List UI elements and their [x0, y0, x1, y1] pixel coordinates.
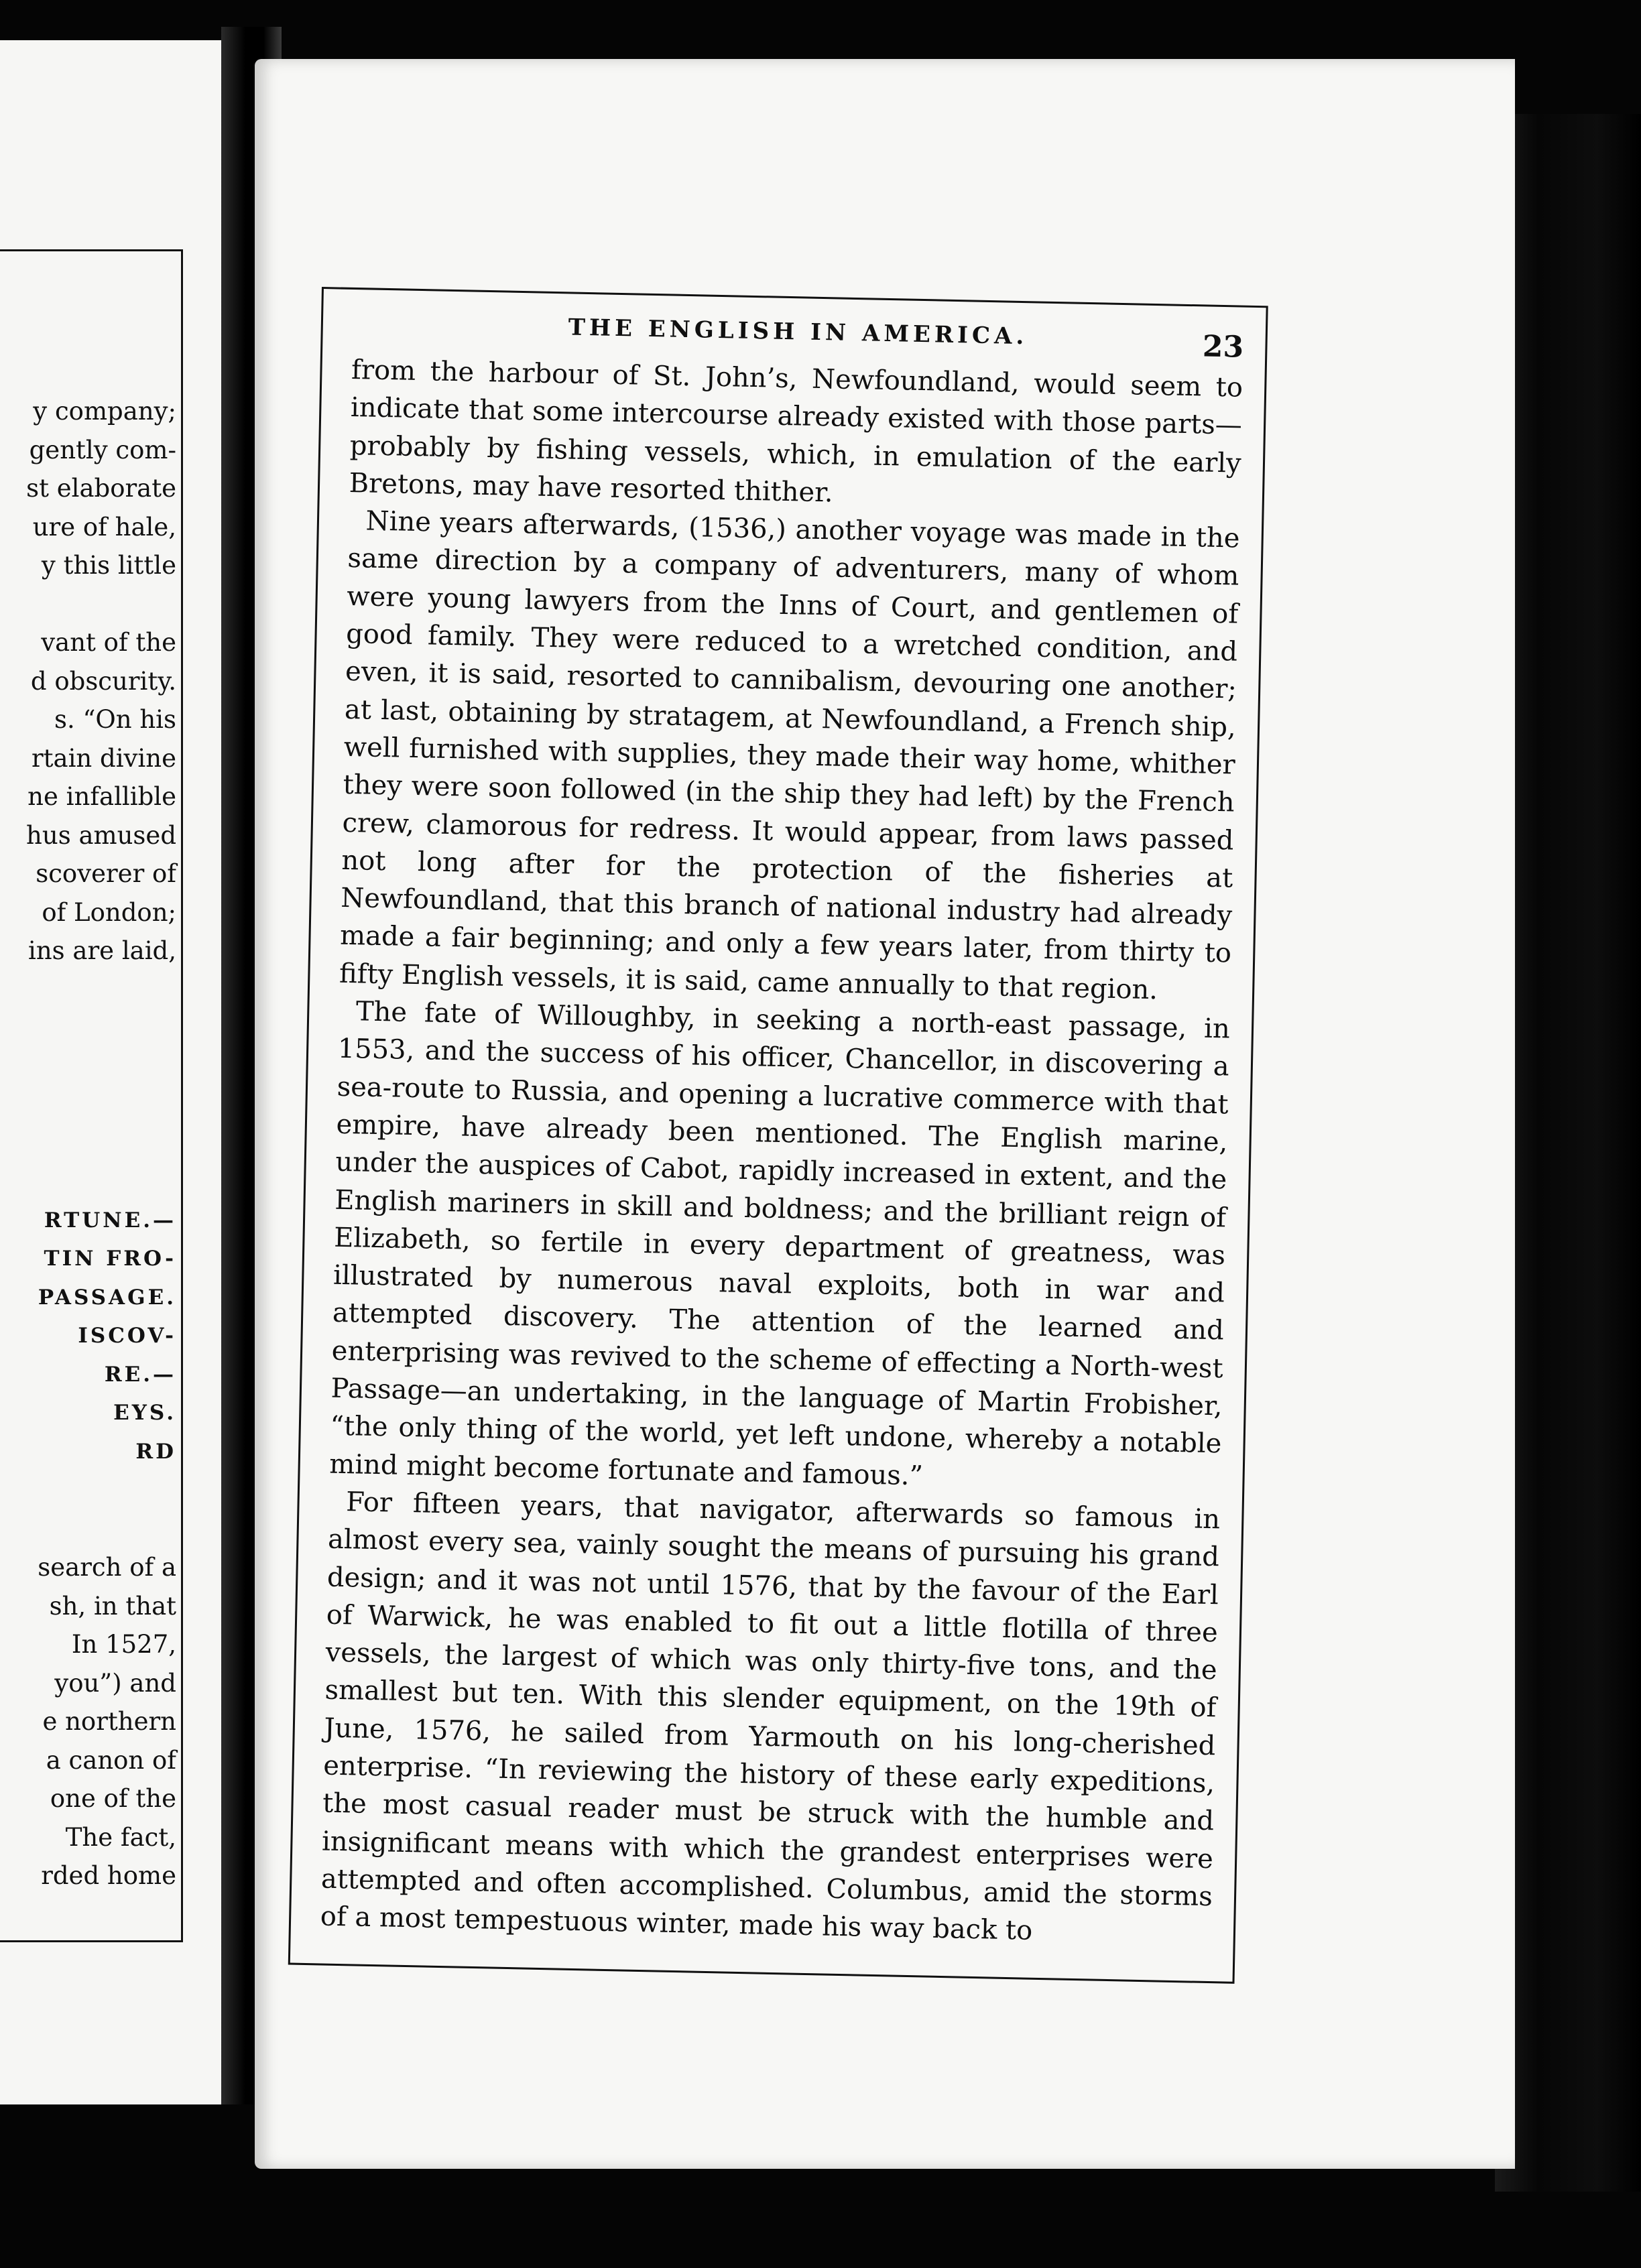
previous-page-line: In 1527,	[71, 1630, 176, 1659]
previous-page-line: hus amused	[26, 820, 176, 850]
previous-page-line: d obscurity.	[30, 666, 176, 696]
previous-page-line: st elaborate	[26, 474, 176, 503]
previous-page-line: ins are laid,	[28, 936, 176, 965]
previous-page-line: search of a	[38, 1553, 176, 1582]
previous-page-line: y company;	[33, 397, 176, 426]
previous-page-line: TIN FRO-	[44, 1247, 176, 1271]
previous-page-line: of London;	[42, 897, 176, 927]
previous-page-line: scoverer of	[36, 859, 176, 888]
paragraph-frobisher: For fifteen years, that navigator, afterwards so famous in almost every sea, vainly sought the means of pursuing his grand design; and it was not until 1576, that by the favour of the Earl of Warwick, he was enabled to fit out a little flotilla of three vessels, the largest of which was only thirty-five tons, and the smallest but ten. With this slender equipment, on the 19th of June, 1576, he sailed from Yarmouth on his long-cherished enterprise. “In reviewing the history of these early expeditions, the most casual reader must be struck with the humble and insignificant means with which the grandest enterprises were attempted and often accomplished. Columbus, amid the storms of a most tempestuous winter, made his way back to	[320, 1487, 1221, 1947]
paragraph-1536-voyage: Nine years afterwards, (1536,) another voyage was made in the same direction by a company of adventurers, many of whom were young lawyers from the Inns of Court, and gentlemen of good family. They were reduced to a wretched condition, and even, it is said, resorted to cannibalism, devouring one another; at last, obtaining by stratagem, at Newfoundland, a French ship, well furnished with supplies, they made their way home, whither they were soon followed (in the ship they had left) by the French crew, clamorous for redress. It would appear, from laws passed not long after for the protection of the fisheries at Newfoundland, that this branch of national industry had already made a fair beginning; and only a few years later, from thirty to fifty English vessels, it is said, came annually to that region.	[339, 505, 1240, 1006]
paragraph-continued: from the harbour of St. John’s, Newfoundland, would seem to indicate that some intercourse already existed with those parts—probably by fishing vessels, which, in emulation of the early Bretons, may have resorted thither.	[349, 354, 1243, 509]
previous-page-line: s. “On his	[54, 705, 176, 734]
previous-page-line: ure of hale,	[32, 512, 176, 542]
previous-page-line: y this little	[41, 551, 176, 580]
page-number: 23	[1202, 329, 1244, 365]
previous-page-line: RD	[135, 1439, 176, 1464]
previous-page	[0, 40, 231, 2104]
previous-page-line: RE.—	[104, 1362, 176, 1387]
previous-page-line: e northern	[42, 1707, 176, 1736]
previous-page-line: PASSAGE.	[38, 1285, 176, 1310]
previous-page-line: ne infallible	[27, 782, 176, 811]
previous-page-line: vant of the	[41, 628, 176, 657]
previous-page-line: sh, in that	[49, 1591, 176, 1621]
running-head: THE ENGLISH IN AMERICA.	[568, 314, 1028, 351]
previous-page-line: ISCOV-	[78, 1324, 176, 1348]
previous-page-text	[0, 392, 176, 1895]
previous-page-line: one of the	[50, 1784, 176, 1813]
previous-page-line: EYS.	[113, 1401, 176, 1425]
book-edge-shadow	[1495, 114, 1641, 2192]
previous-page-line: The fact,	[65, 1822, 176, 1852]
previous-page-line: gently com-	[29, 435, 176, 464]
previous-page-line: RTUNE.—	[44, 1208, 176, 1233]
page-text-block	[320, 310, 1243, 1954]
previous-page-line: you”) and	[54, 1668, 176, 1698]
previous-page-line: rtain divine	[31, 743, 176, 773]
previous-page-line: a canon of	[46, 1745, 176, 1775]
previous-page-line: rded home	[41, 1861, 176, 1890]
paragraph-willoughby: The fate of Willoughby, in seeking a north-east passage, in 1553, and the success of his officer, Chancellor, in discovering a sea-route to Russia, and opening a lucrative commerce with that empire, have already been mentioned. The English marine, under the auspices of Cabot, rapidly increased in extent, and the English mariners in skill and boldness; and the brilliant reign of Elizabeth, so fertile in every department of greatness, was illustrated by numerous naval exploits, both in war and attempted discovery. The attention of the learned and enterprising was revived to the scheme of effecting a North-west Passage—an undertaking, in the language of Martin Frobisher, “the only thing of the world, yet left undone, whereby a notable mind might become fortunate and famous.”	[328, 996, 1231, 1492]
